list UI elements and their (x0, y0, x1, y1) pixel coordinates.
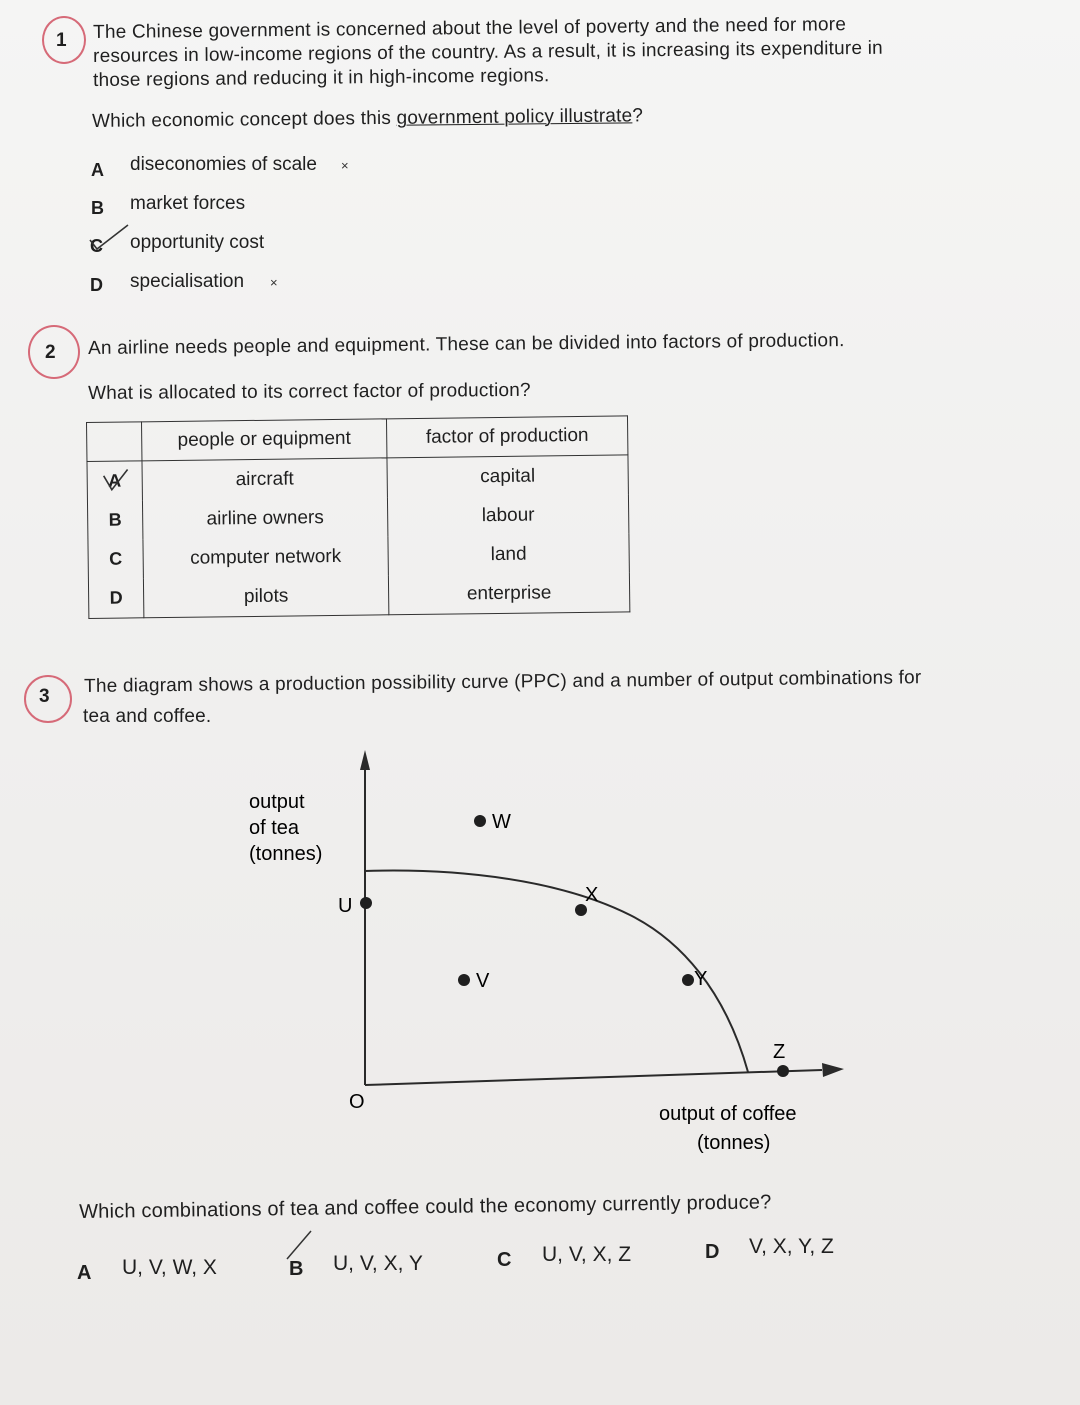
y-axis-label-line2: of tea (249, 817, 300, 839)
table-cell-factor: land (388, 533, 629, 575)
point-y-label: Y (694, 968, 708, 990)
q1-option-a-letter: A (91, 160, 104, 180)
q3-text-line2: tea and coffee. (83, 706, 212, 727)
point-z-label: Z (773, 1041, 786, 1063)
x-axis-arrow-icon (822, 1063, 844, 1077)
q1-option-d-cross-mark: × (270, 275, 278, 290)
table-cell-factor: capital (387, 455, 628, 497)
point-v-label: V (476, 970, 490, 992)
table-header-blank (87, 422, 142, 462)
q1-option-b-letter: B (91, 198, 104, 218)
q1-option-c-letter: C (90, 236, 103, 256)
table-header-row (87, 416, 628, 462)
table-row-a-tick-icon (102, 467, 130, 493)
q3-option-c-text: U, V, X, Z (542, 1243, 632, 1266)
table-row-letter: B (87, 500, 142, 540)
q1-question (92, 105, 643, 133)
q3-option-d-text: V, X, Y, Z (749, 1235, 834, 1258)
table-row (87, 494, 628, 540)
table-header-people: people or equipment (142, 419, 387, 461)
table-row-letter-a: A (108, 470, 122, 491)
q3-option-b-tick-icon (283, 1229, 331, 1269)
q2-intro: An airline needs people and equipment. These can be divided into factors of production. (88, 330, 845, 359)
q1-question-suffix: ? (632, 105, 644, 127)
table-row-letter (87, 461, 142, 501)
table-cell-people: computer network (143, 536, 388, 578)
ppc-diagram (230, 740, 870, 1170)
y-axis-label-line3: (tonnes) (249, 843, 323, 865)
q1-option-c-tick-icon (86, 222, 132, 252)
table-header-factor: factor of production (386, 416, 627, 458)
table-cell-factor: enterprise (388, 572, 629, 614)
point-x-label: X (585, 884, 599, 906)
table-cell-people: pilots (143, 575, 388, 617)
table-cell-factor: labour (387, 494, 628, 536)
table-cell-people: airline owners (142, 497, 387, 539)
table-cell-people: aircraft (142, 458, 387, 500)
point-u (360, 897, 372, 909)
q1-text-line3: those regions and reducing it in high-income regions. (93, 65, 550, 91)
q1-text-line2: resources in low-income regions of the country. As a result, it is increasing its expenditure in (93, 37, 883, 67)
table-row-letter: C (88, 539, 143, 579)
y-axis-arrow-icon (360, 750, 370, 770)
x-axis (365, 1070, 822, 1085)
x-axis-label-line2: (tonnes) (697, 1132, 771, 1154)
q3-option-d-letter: D (705, 1241, 720, 1263)
q1-text-line1: The Chinese government is concerned about the level of poverty and the need for more (93, 14, 847, 43)
table-row-letter: D (88, 578, 143, 618)
q3-option-a-letter: A (77, 1262, 92, 1284)
q1-option-a-cross-mark: × (341, 158, 349, 173)
q1-question-prefix: Which economic concept does this (92, 107, 397, 132)
point-v (458, 974, 470, 986)
point-z (777, 1065, 789, 1077)
q2-question: What is allocated to its correct factor of production? (88, 379, 531, 404)
point-y (682, 974, 694, 986)
q1-option-c-text: opportunity cost (130, 232, 265, 253)
q3-option-a-text: U, V, W, X (122, 1256, 217, 1279)
q1-question-underlined: government policy illustrate (396, 105, 633, 129)
origin-label: O (349, 1091, 365, 1113)
table-row (88, 533, 629, 579)
ppc-curve (365, 871, 748, 1072)
x-axis-label-line1: output of coffee (659, 1103, 797, 1125)
table-row (88, 572, 629, 618)
q3-option-c-letter: C (497, 1249, 512, 1271)
point-w-label: W (492, 811, 511, 833)
q1-number: 1 (56, 30, 67, 51)
q3-text-line1: The diagram shows a production possibility curve (PPC) and a number of output combinations for (84, 667, 922, 697)
q3-number: 3 (39, 686, 50, 707)
q1-option-d-letter: D (90, 275, 103, 295)
q3-option-b-letter: B (289, 1258, 304, 1280)
q2-number: 2 (45, 342, 56, 363)
table-row (87, 455, 628, 501)
point-u-label: U (338, 895, 353, 917)
y-axis-label-line1: output (249, 791, 305, 813)
q3-question: Which combinations of tea and coffee could the economy currently produce? (79, 1191, 772, 1223)
q3-option-b-text: U, V, X, Y (333, 1252, 423, 1275)
q1-option-b-text: market forces (130, 193, 246, 214)
point-w (474, 815, 486, 827)
q1-option-d-text: specialisation (130, 271, 245, 292)
q1-option-a-text: diseconomies of scale (130, 154, 317, 175)
factors-table (86, 415, 630, 619)
